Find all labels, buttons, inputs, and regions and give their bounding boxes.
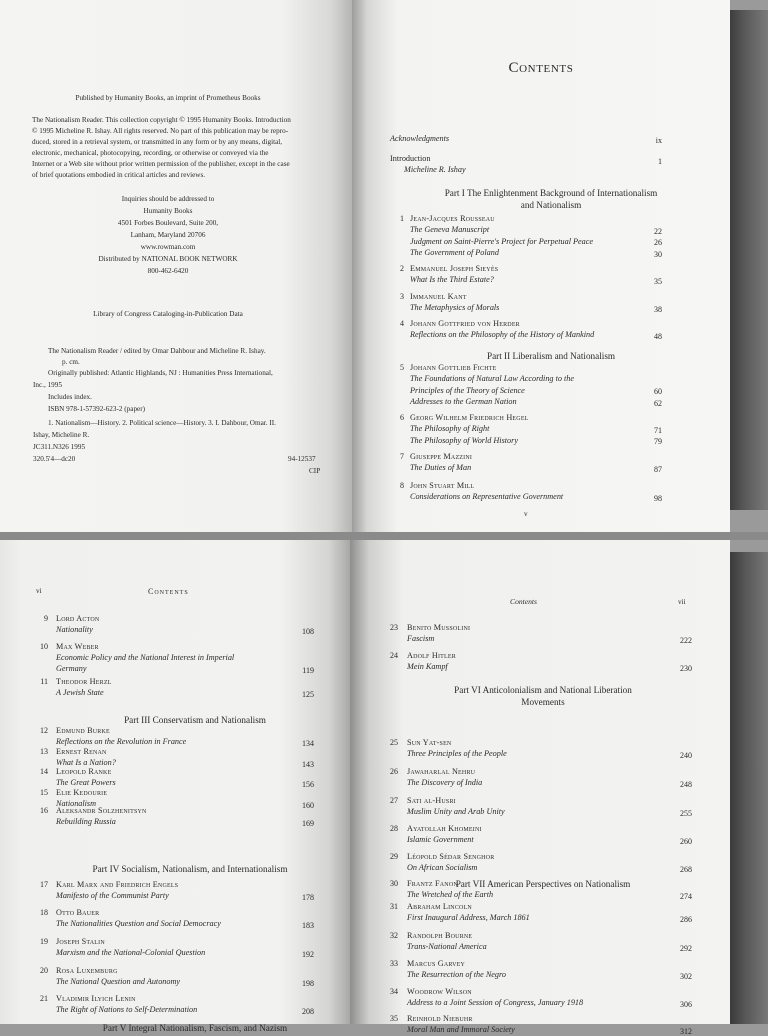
entry-number: 32 [390,931,398,940]
entry-work: Considerations on Representative Government [410,492,564,502]
entry-work: The Foundations of Natural Law According to the [410,374,574,384]
entry-number: 17 [40,880,48,889]
entry-work: Moral Man and Immoral Society [407,1025,515,1035]
entry-number: 34 [390,987,398,996]
entry-number: 31 [390,902,398,911]
entry-number: 1 [400,214,404,223]
entry-work: What Is the Third Estate? [410,275,494,285]
entry-page: 38 [654,305,662,315]
entry-page: 108 [302,626,314,636]
cip-line-4: Inc., 1995 [33,381,62,389]
entry-work: Muslim Unity and Arab Unity [407,807,505,817]
entry-author: Georg Wilhelm Friedrich Hegel [410,413,529,423]
entry-author: Johann Gottlieb Fichte [410,363,497,373]
entry-number: 4 [400,319,404,328]
running-head: Contents [510,597,538,606]
toc-front-title: Acknowledgments [390,134,450,144]
entry-number: 8 [400,481,404,490]
cip-line-1: The Nationalism Reader / edited by Omar Dahbour and Micheline R. Ishay. [48,347,266,355]
entry-work: Manifesto of the Communist Party [56,890,169,900]
entry-page: 87 [654,465,662,475]
entry-page: 260 [680,837,692,846]
entry-author: Lord Acton [56,614,100,624]
entry-number: 15 [40,788,48,797]
toc-front-subtitle: Micheline R. Ishay [404,165,466,175]
entry-work: The Metaphysics of Morals [410,303,500,313]
entry-author: Otto Bauer [56,908,100,918]
entry-author: Joseph Stalin [56,937,105,947]
entry-number: 5 [400,363,404,372]
entry-page: 268 [680,865,692,874]
running-head: Contents [148,587,189,596]
entry-number: 23 [390,623,398,632]
entry-author: Aleksandr Solzhenitsyn [56,806,147,816]
entry-work: Addresses to the German Nation [410,396,517,406]
page-gap [0,532,768,540]
address-line-6: Distributed by NATIONAL BOOK NETWORK [98,255,238,263]
book-edge-top [730,10,768,510]
page-title: Contents [508,60,574,76]
entry-number: 33 [390,959,398,968]
entry-page: 62 [654,398,662,408]
entry-number: 10 [40,642,48,651]
contents-page-vi [0,540,350,1034]
entry-author: Theodor Herzl [56,677,112,687]
cip-line-5: Includes index. [48,393,92,401]
address-line-5: www.rowman.com [140,243,196,251]
entry-work: The Philosophy of Right [410,424,490,434]
entry-work: The Government of Poland [410,247,499,257]
part-heading: Part VI Anticolonialism and National Liberation [454,685,632,696]
entry-author: Ernest Renan [56,747,107,757]
entry-author: Reinhold Niebuhr [407,1014,473,1024]
published-by: Published by Humanity Books, an imprint of Prometheus Books [75,94,261,102]
entry-work: The Resurrection of the Negro [407,970,506,980]
entry-page: 178 [302,892,314,902]
entry-work: The Geneva Manuscript [410,225,490,235]
entry-number: 13 [40,747,48,756]
entry-author: Ayatollah Khomeini [407,824,482,834]
entry-page: 22 [654,227,662,237]
entry-page: 134 [302,738,314,748]
entry-page: 30 [654,249,662,259]
part-heading: Movements [521,697,565,708]
entry-page: 60 [654,387,662,397]
entry-author: Max Weber [56,642,99,652]
entry-page: 248 [680,780,692,789]
address-line-7: 800-462-6420 [147,267,189,275]
entry-page: 71 [654,426,662,436]
entry-page: 312 [680,1027,692,1036]
copyright-line-4: electronic, mechanical, photocopying, recording, or otherwise or conveyed via the [32,149,269,157]
entry-page: 302 [680,972,692,981]
entry-work: Nationality [56,624,93,634]
part-heading: Part I The Enlightenment Background of Internationalism [444,188,658,199]
entry-number: 9 [44,614,48,623]
entry-page: 183 [302,920,314,930]
address-line-2: Humanity Books [143,207,193,215]
entry-page: 26 [654,238,662,248]
entry-page: 160 [302,800,314,810]
cip-heading: Library of Congress Cataloging-in-Publication Data [93,310,243,318]
entry-page: 274 [680,892,692,901]
entry-number: 19 [40,937,48,946]
entry-work: The Philosophy of World History [410,435,518,445]
entry-page: 143 [302,759,314,769]
entry-author: Leopold Ranke [56,767,112,777]
entry-work: Three Principles of the People [407,749,507,759]
entry-work: Mein Kampf [407,662,448,672]
entry-number: 28 [390,824,398,833]
entry-number: 2 [400,264,404,273]
entry-author: Vladimir Ilyich Lenin [56,994,136,1004]
entry-author: Adolf Hitler [407,651,456,661]
entry-work: The Wretched of the Earth [407,890,494,900]
entry-number: 6 [400,413,404,422]
copyright-line-3: duced, stored in a retrieval system, or transmitted in any form or by any means, digital, [32,138,283,146]
entry-work: The Duties of Man [410,463,472,473]
toc-front-title: Introduction [390,154,431,164]
entry-author: Johann Gottfried von Herder [410,319,520,329]
entry-number: 21 [40,994,48,1003]
entry-page: 98 [654,494,662,504]
entry-page: 169 [302,818,314,828]
entry-number: 11 [40,677,48,686]
entry-author: Jean-Jacques Rousseau [410,214,495,224]
entry-number: 35 [390,1014,398,1023]
cip-line-10: 320.5'4—dc20 [33,455,76,463]
entry-work: The Nationalities Question and Social Democracy [56,918,221,928]
entry-work: The National Question and Autonomy [56,976,181,986]
entry-author: Frantz Fanon [407,879,458,889]
entry-work: The Great Powers [56,777,116,787]
entry-number: 3 [400,292,404,301]
entry-page: 222 [680,636,692,645]
entry-page: 35 [654,277,662,287]
entry-page: 255 [680,809,692,818]
entry-number: 24 [390,651,398,660]
entry-author: Edmund Burke [56,726,110,736]
entry-page: 230 [680,664,692,673]
part-heading: and Nationalism [520,200,582,211]
entry-author: Jawaharlal Nehru [407,767,476,777]
entry-work: Trans-National America [407,942,487,952]
page-folio: v [524,510,528,518]
page-folio: vii [678,598,686,606]
address-line-1: Inquiries should be addressed to [121,195,215,203]
part-heading: Part III Conservatism and Nationalism [124,715,266,726]
entry-page: 119 [302,665,314,675]
copyright-line-6: of brief quotations embodied in critical articles and reviews. [32,171,206,179]
entry-work: Nationalism [56,798,97,808]
entry-page: 286 [680,915,692,924]
entry-number: 27 [390,796,398,805]
entry-number: 16 [40,806,48,815]
entry-work: Germany [56,663,87,673]
entry-work: Principles of the Theory of Science [410,385,525,395]
entry-page: 156 [302,779,314,789]
entry-author: Randolph Bourne [407,931,473,941]
entry-author: Woodrow Wilson [407,987,472,997]
entry-number: 18 [40,908,48,917]
copyright-line-2: © 1995 Micheline R. Ishay. All rights reserved. No part of this publication may be repro- [32,127,289,135]
part-heading: Part VII American Perspectives on Nationalism [455,879,631,890]
part-heading: Part II Liberalism and Nationalism [486,351,616,362]
cip-line-6: ISBN 978-1-57392-623-2 (paper) [48,405,146,413]
entry-author: Karl Marx and Friedrich Engels [56,880,179,890]
entry-number: 30 [390,879,398,888]
entry-number: 26 [390,767,398,776]
copyright-page [0,0,352,532]
entry-work: Reflections on the Philosophy of the History of Mankind [410,330,595,340]
entry-author: Elie Kedourie [56,788,108,798]
toc-front-page: ix [655,136,662,145]
entry-work: What Is a Nation? [56,757,116,767]
cip-line-8: Ishay, Micheline R. [33,431,90,439]
entry-page: 125 [302,689,314,699]
cip-line-2: p. cm. [62,358,80,366]
contents-page-v [352,0,730,532]
entry-author: Benito Mussolini [407,623,471,633]
entry-number: 12 [40,726,48,735]
entry-author: Abraham Lincoln [407,902,472,912]
entry-page: 306 [680,1000,692,1009]
entry-number: 29 [390,852,398,861]
entry-work: A Jewish State [56,687,104,697]
entry-work: Reflections on the Revolution in France [56,736,187,746]
page-folio: vi [36,587,42,595]
entry-work: Marxism and the National-Colonial Question [56,947,206,957]
contents-page-vii [350,540,730,1036]
cip-line-3: Originally published: Atlantic Highlands, NJ : Humanities Press International, [48,369,273,377]
entry-page: 79 [654,437,662,447]
entry-work: Address to a Joint Session of Congress, January 1918 [407,998,584,1008]
entry-author: Immanuel Kant [410,292,467,302]
address-line-3: 4501 Forbes Boulevard, Suite 200, [117,219,219,227]
part-heading: Part V Integral Nationalism, Fascism, and Nazism [102,1023,288,1034]
part-heading: Part IV Socialism, Nationalism, and Internationalism [92,864,288,875]
entry-work: Judgment on Saint-Pierre's Project for Perpetual Peace [410,236,594,246]
copyright-line-5: Internet or a Web site without prior written permission of the publisher, except in the case [32,160,290,168]
entry-author: Sun Yat-sen [407,738,452,748]
cip-number: 94-12537 [288,455,316,463]
entry-number: 25 [390,738,398,747]
entry-author: Marcus Garvey [407,959,466,969]
entry-author: Sati al-Husri [407,796,456,806]
cip-line-7: 1. Nationalism—History. 2. Political science—History. 3. I. Dahbour, Omar. II. [48,419,276,427]
entry-page: 292 [680,944,692,953]
entry-work: The Discovery of India [407,778,483,788]
cip-line-9: JC311.N326 1995 [33,443,86,451]
entry-work: First Inaugural Address, March 1861 [407,913,530,923]
entry-author: John Stuart Mill [410,481,475,491]
entry-work: Rebuilding Russia [56,816,116,826]
address-line-4: Lanham, Maryland 20706 [130,231,206,239]
entry-number: 14 [40,767,48,776]
entry-work: Fascism [407,634,435,644]
entry-author: Rosa Luxemburg [56,966,118,976]
entry-page: 192 [302,949,314,959]
entry-page: 198 [302,978,314,988]
entry-work: Economic Policy and the National Interest in Imperial [56,652,235,662]
entry-author: Léopold Sédar Senghor [407,852,495,862]
cip-label: CIP [309,467,321,475]
toc-front-page: 1 [658,157,662,166]
entry-work: On African Socialism [407,863,478,873]
entry-author: Emmanuel Joseph Sieyès [410,264,499,274]
entry-number: 7 [400,452,404,461]
entry-page: 48 [654,332,662,342]
entry-work: The Right of Nations to Self-Determination [56,1004,198,1014]
entry-page: 208 [302,1006,314,1016]
entry-work: Islamic Government [407,835,474,845]
entry-number: 20 [40,966,48,975]
copyright-line-1: The Nationalism Reader. This collection copyright © 1995 Humanity Books. Introduction [32,116,291,124]
entry-author: Giuseppe Mazzini [410,452,473,462]
entry-page: 240 [680,751,692,760]
book-edge-bottom [730,552,768,1024]
